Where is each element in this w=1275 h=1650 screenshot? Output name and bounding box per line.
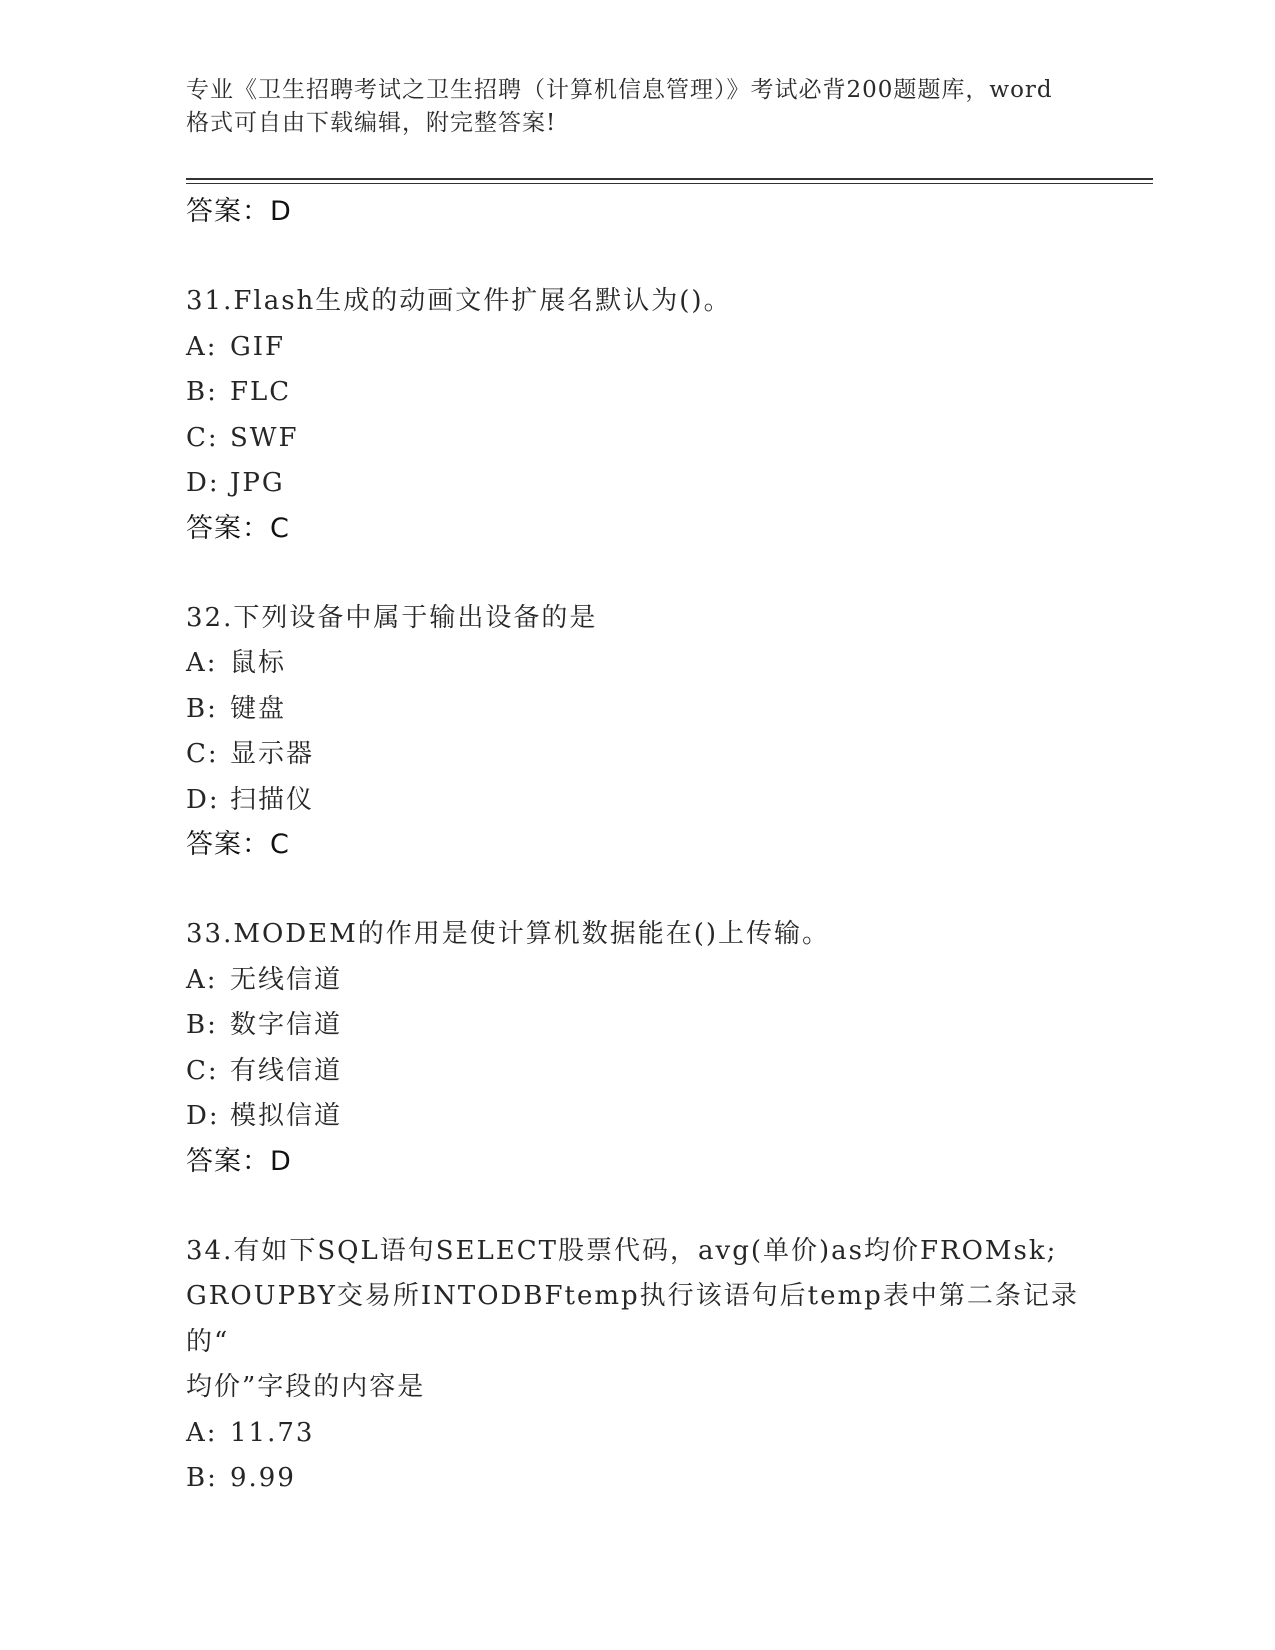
option-d	[186, 1094, 1086, 1140]
header-line-1: 专业《卫生招聘考试之卫生招聘（计算机信息管理）》考试必背200题题库，word	[186, 77, 1053, 103]
option-text: 无线信道	[230, 964, 343, 995]
header-line-2: 格式可自由下载编辑，附完整答案!	[186, 110, 557, 136]
spacer	[186, 869, 1086, 912]
question-title-line-2: GROUPBY交易所INTODBFtemp执行该语句后temp表中第二条记录的“	[186, 1281, 1079, 1357]
spacer	[186, 553, 1086, 596]
answer-line: 答案：D	[186, 196, 292, 227]
option-text: 扫描仪	[230, 784, 315, 815]
question-33	[186, 912, 1086, 1140]
spacer	[186, 236, 1086, 279]
option-letter: A:	[186, 1417, 218, 1448]
option-a	[186, 325, 1086, 371]
option-letter: C:	[186, 422, 219, 453]
answer-line: 答案：D	[186, 1145, 292, 1177]
question-32	[186, 596, 1086, 824]
option-text: 键盘	[230, 693, 287, 724]
option-letter: A:	[186, 331, 218, 362]
option-b	[186, 687, 1086, 733]
header-divider-thin	[186, 183, 1153, 184]
option-a	[186, 641, 1086, 687]
option-text: JPG	[230, 468, 285, 498]
option-letter: A:	[186, 964, 218, 995]
option-text: GIF	[230, 331, 286, 362]
question-title-line-3: 均价”字段的内容是	[186, 1372, 426, 1402]
option-a	[186, 1411, 1086, 1457]
option-c	[186, 416, 1086, 462]
question-title-line-1: 34.有如下SQL语句SELECT股票代码，avg(单价)as均价FROMsk;	[186, 1235, 1058, 1266]
option-letter: B:	[186, 1010, 218, 1040]
document-body	[186, 190, 1086, 1502]
option-text: 模拟信道	[230, 1101, 343, 1131]
option-text: 显示器	[230, 739, 315, 769]
question-title: 33.MODEM的作用是使计算机数据能在()上传输。	[186, 919, 831, 949]
option-text: 数字信道	[230, 1010, 343, 1040]
option-b	[186, 370, 1086, 416]
option-c	[186, 1049, 1086, 1095]
answer-line: 答案：C	[186, 512, 290, 544]
question-34	[186, 1229, 1086, 1502]
question-31	[186, 279, 1086, 507]
option-text: 11.73	[230, 1417, 315, 1448]
option-text: SWF	[230, 422, 299, 453]
option-text: 9.99	[230, 1463, 296, 1493]
option-b	[186, 1456, 1086, 1502]
option-text: FLC	[230, 377, 292, 407]
answer-line: 答案：C	[186, 829, 290, 860]
spacer	[186, 1186, 1086, 1229]
option-letter: C:	[186, 1055, 219, 1086]
header-divider	[186, 178, 1153, 180]
question-title: 32.下列设备中属于输出设备的是	[186, 602, 598, 633]
option-letter: D:	[186, 784, 220, 815]
option-a	[186, 958, 1086, 1004]
page-header	[186, 74, 1086, 140]
option-b	[186, 1003, 1086, 1049]
option-letter: B:	[186, 377, 218, 407]
option-letter: B:	[186, 1463, 218, 1493]
question-title: 31.Flash生成的动画文件扩展名默认为()。	[186, 286, 732, 316]
option-text: 有线信道	[230, 1055, 343, 1086]
option-letter: D:	[186, 468, 220, 498]
option-d	[186, 778, 1086, 824]
option-text: 鼠标	[230, 648, 287, 678]
option-c	[186, 732, 1086, 778]
option-letter: D:	[186, 1101, 220, 1131]
option-letter: B:	[186, 693, 218, 724]
option-letter: C:	[186, 739, 219, 769]
option-letter: A:	[186, 648, 218, 678]
option-d	[186, 461, 1086, 507]
